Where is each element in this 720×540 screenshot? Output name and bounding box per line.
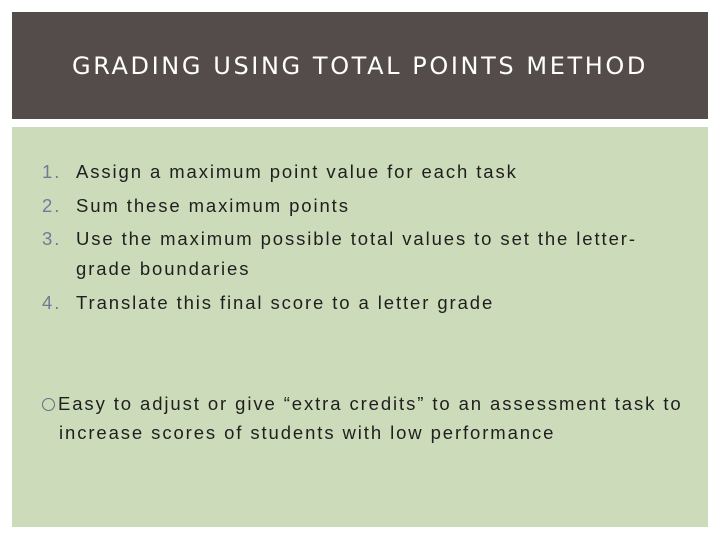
list-number: 2. [42, 195, 62, 216]
bullet-text: Easy to adjust or give “extra credits” to an assessment task to increase scores of students with low performance [58, 393, 683, 443]
list-item-text: Use the maximum possible total values to set the letter-grade boundaries [76, 228, 637, 279]
list-number: 4. [42, 292, 62, 313]
steps-list [42, 155, 682, 320]
content-panel [12, 127, 708, 527]
slide-title: GRADING USING TOTAL POINTS METHOD [72, 51, 648, 80]
bullet-text-wrap [42, 389, 692, 447]
list-item-text: Translate this final score to a letter grade [76, 292, 495, 313]
list-number: 1. [42, 161, 62, 182]
title-bar [12, 12, 708, 119]
circle-bullet-icon [42, 398, 55, 411]
list-item [42, 223, 682, 286]
list-item [42, 189, 682, 223]
list-item [42, 286, 682, 320]
list-item [42, 155, 682, 189]
list-number: 3. [42, 228, 62, 249]
bullet-point [42, 389, 692, 447]
list-item-text: Assign a maximum point value for each task [76, 161, 518, 182]
list-item-text: Sum these maximum points [76, 195, 350, 216]
